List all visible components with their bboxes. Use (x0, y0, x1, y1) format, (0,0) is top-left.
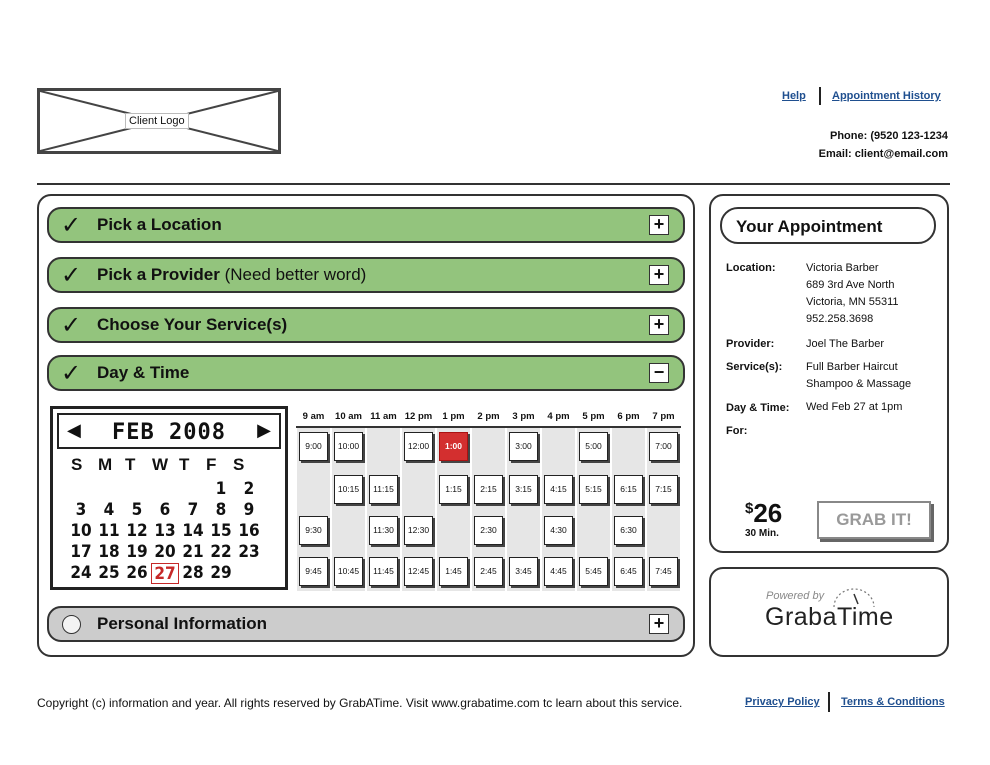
time-slot[interactable]: 10:15 (334, 475, 363, 504)
price (745, 498, 782, 529)
expand-plus-icon[interactable]: + (649, 265, 669, 285)
weekday-label: S (71, 455, 83, 474)
daytime-value: Wed Feb 27 at 1pm (806, 401, 903, 413)
calendar-day[interactable]: 27 (151, 563, 179, 584)
brand-accent: a (822, 603, 837, 631)
step-title: Pick a Provider (Need better word) (97, 265, 367, 284)
time-slot[interactable]: 2:15 (474, 475, 503, 504)
hour-label: 11 am (370, 411, 397, 422)
check-icon: ✓ (61, 359, 82, 387)
time-slot[interactable]: 10:45 (334, 557, 363, 586)
calendar-day[interactable]: 13 (154, 521, 176, 541)
location-street: 689 3rd Ave North (806, 279, 895, 291)
appointment-title: Your Appointment (720, 207, 936, 244)
calendar-day[interactable]: 23 (238, 542, 260, 562)
expand-plus-icon[interactable]: + (649, 215, 669, 235)
hour-label: 2 pm (477, 411, 500, 422)
privacy-policy-link[interactable]: Privacy Policy (745, 696, 820, 708)
contact-phone: Phone: (9520 123-1234 (829, 130, 948, 142)
brand-prefix: Grab (765, 603, 823, 631)
time-slot[interactable]: 5:45 (579, 557, 608, 586)
calendar-day-empty (67, 479, 95, 500)
time-slot[interactable]: 4:30 (544, 516, 573, 545)
calendar-day[interactable]: 18 (98, 542, 120, 562)
time-slot[interactable]: 6:45 (614, 557, 643, 586)
calendar-day[interactable]: 2 (243, 479, 255, 499)
client-logo-label: Client Logo (125, 113, 189, 129)
daytime-label: Day & Time: (726, 402, 790, 414)
copyright-text: Copyright (c) information and year. All rights reserved by GrabATime. Visit www.grabatime.com tc learn about this service. (37, 696, 683, 710)
time-slot[interactable]: 2:30 (474, 516, 503, 545)
contact-email: Email: client@email.com (818, 148, 948, 160)
step-day-time[interactable] (47, 355, 685, 391)
time-slot[interactable]: 6:15 (614, 475, 643, 504)
hour-label: 7 pm (652, 411, 675, 422)
hour-label: 4 pm (547, 411, 570, 422)
step-title: Personal Information (97, 614, 268, 633)
check-icon: ✓ (61, 211, 82, 239)
weekday-label: T (179, 455, 190, 474)
calendar-day[interactable]: 21 (182, 542, 204, 562)
service-item: Full Barber Haircut (806, 361, 898, 373)
calendar-day[interactable]: 6 (159, 500, 171, 520)
calendar-day[interactable]: 1 (215, 479, 227, 499)
weekday-label: M (98, 455, 113, 474)
collapse-minus-icon[interactable]: − (649, 363, 669, 383)
calendar-day-empty (235, 563, 263, 584)
step-title: Choose Your Service(s) (97, 315, 288, 334)
hour-label: 6 pm (617, 411, 640, 422)
calendar-day[interactable]: 4 (103, 500, 115, 520)
time-slot[interactable]: 11:45 (369, 557, 398, 586)
calendar-day[interactable]: 22 (210, 542, 232, 562)
provider-value: Joel The Barber (806, 338, 885, 350)
step-choose-services[interactable] (47, 307, 685, 343)
time-slot[interactable]: 7:15 (649, 475, 678, 504)
calendar-day[interactable]: 24 (70, 563, 92, 583)
step-note: (Need better word) (224, 265, 367, 284)
weekday-label: W (152, 455, 169, 474)
time-slot[interactable]: 3:15 (509, 475, 538, 504)
calendar-day[interactable]: 10 (70, 521, 92, 541)
calendar-month-label: FEB 2008 (112, 420, 226, 445)
time-slot[interactable]: 1:15 (439, 475, 468, 504)
duration: 30 Min. (745, 528, 779, 539)
hour-label: 9 am (302, 411, 325, 422)
time-slot[interactable]: 7:00 (649, 432, 678, 461)
calendar-day[interactable]: 14 (182, 521, 204, 541)
weekday-label: T (125, 455, 136, 474)
time-slot[interactable]: 1:45 (439, 557, 468, 586)
calendar-day[interactable]: 15 (210, 521, 232, 541)
calendar-day[interactable]: 20 (154, 542, 176, 562)
time-slot[interactable]: 9:30 (299, 516, 328, 545)
calendar-day[interactable]: 17 (70, 542, 92, 562)
time-slot[interactable]: 2:45 (474, 557, 503, 586)
footer-divider (828, 692, 830, 712)
weekday-label: S (233, 455, 245, 474)
calendar-day[interactable]: 25 (98, 563, 120, 583)
time-slot[interactable]: 12:45 (404, 557, 433, 586)
calendar-day[interactable]: 8 (215, 500, 227, 520)
check-icon: ✓ (61, 311, 82, 339)
step-title: Pick a Location (97, 215, 222, 234)
calendar-day-empty (95, 479, 123, 500)
calendar-day[interactable]: 3 (75, 500, 87, 520)
calendar-day[interactable]: 5 (131, 500, 143, 520)
calendar-day-empty (179, 479, 207, 500)
time-slot[interactable]: 11:30 (369, 516, 398, 545)
time-slot[interactable]: 5:15 (579, 475, 608, 504)
location-label: Location: (726, 262, 776, 274)
grab-it-button[interactable]: GRAB IT! (817, 501, 931, 539)
calendar-weekday-row (71, 455, 261, 475)
time-slot[interactable]: 10:00 (334, 432, 363, 461)
hour-label: 5 pm (582, 411, 605, 422)
expand-plus-icon[interactable]: + (649, 315, 669, 335)
calendar-day[interactable]: 29 (210, 563, 232, 583)
calendar-day[interactable]: 28 (182, 563, 204, 583)
expand-plus-icon[interactable]: + (649, 614, 669, 634)
weekday-label: F (206, 455, 217, 474)
time-slot[interactable]: 5:00 (579, 432, 608, 461)
calendar-day[interactable]: 26 (126, 563, 148, 583)
nav-divider (819, 87, 821, 105)
calendar-day[interactable]: 7 (187, 500, 199, 520)
calendar-day[interactable]: 9 (243, 500, 255, 520)
appointment-history-link[interactable]: Appointment History (832, 90, 941, 102)
calendar-day[interactable]: 11 (98, 521, 120, 541)
incomplete-circle-icon (62, 615, 81, 634)
step-pick-provider[interactable] (47, 257, 685, 293)
time-slot[interactable]: 3:00 (509, 432, 538, 461)
step-title: Day & Time (97, 363, 190, 382)
hour-label: 12 pm (404, 411, 433, 422)
step-personal-information[interactable] (47, 606, 685, 642)
month-calendar (50, 406, 288, 590)
header-divider (37, 183, 950, 185)
brand-suffix: Time (837, 603, 894, 631)
services-value (806, 359, 911, 393)
grabatime-logo (765, 603, 894, 632)
time-slot-selected[interactable]: 1:00 (439, 432, 468, 461)
calendar-day[interactable]: 16 (238, 521, 260, 541)
time-slot[interactable]: 11:15 (369, 475, 398, 504)
calendar-day[interactable]: 12 (126, 521, 148, 541)
services-label: Service(s): (726, 361, 783, 373)
next-month-arrow-icon[interactable]: ▶ (257, 420, 271, 440)
location-city: Victoria, MN 55311 (806, 296, 899, 308)
prev-month-arrow-icon[interactable]: ◀ (67, 420, 81, 440)
calendar-day-empty (151, 479, 179, 500)
time-slot[interactable]: 7:45 (649, 557, 678, 586)
time-slot[interactable]: 3:45 (509, 557, 538, 586)
hour-label: 1 pm (442, 411, 465, 422)
check-icon: ✓ (61, 261, 82, 289)
for-label: For: (726, 425, 748, 437)
powered-by-label: Powered by (766, 590, 825, 602)
calendar-header (57, 413, 281, 449)
time-slot[interactable]: 4:15 (544, 475, 573, 504)
calendar-day-empty (123, 479, 151, 500)
hour-label: 10 am (335, 411, 362, 422)
price-currency: $ (745, 500, 754, 517)
time-slot[interactable]: 4:45 (544, 557, 573, 586)
location-name: Victoria Barber (806, 262, 879, 274)
terms-conditions-link[interactable]: Terms & Conditions (841, 696, 945, 708)
time-slot[interactable]: 9:45 (299, 557, 328, 586)
calendar-day-grid (67, 479, 267, 584)
step-pick-location[interactable] (47, 207, 685, 243)
provider-label: Provider: (726, 338, 775, 350)
time-slot-grid (296, 406, 681, 591)
time-slot[interactable]: 9:00 (299, 432, 328, 461)
calendar-day[interactable]: 19 (126, 542, 148, 562)
location-phone: 952.258.3698 (806, 313, 874, 325)
help-link[interactable]: Help (782, 90, 806, 102)
time-slot[interactable]: 6:30 (614, 516, 643, 545)
hour-label: 3 pm (512, 411, 535, 422)
location-value (806, 260, 899, 328)
time-slot[interactable]: 12:00 (404, 432, 433, 461)
time-slot[interactable]: 12:30 (404, 516, 433, 545)
time-grid-divider (296, 426, 681, 428)
price-amount: 26 (753, 498, 783, 528)
service-item: Shampoo & Massage (806, 378, 912, 390)
